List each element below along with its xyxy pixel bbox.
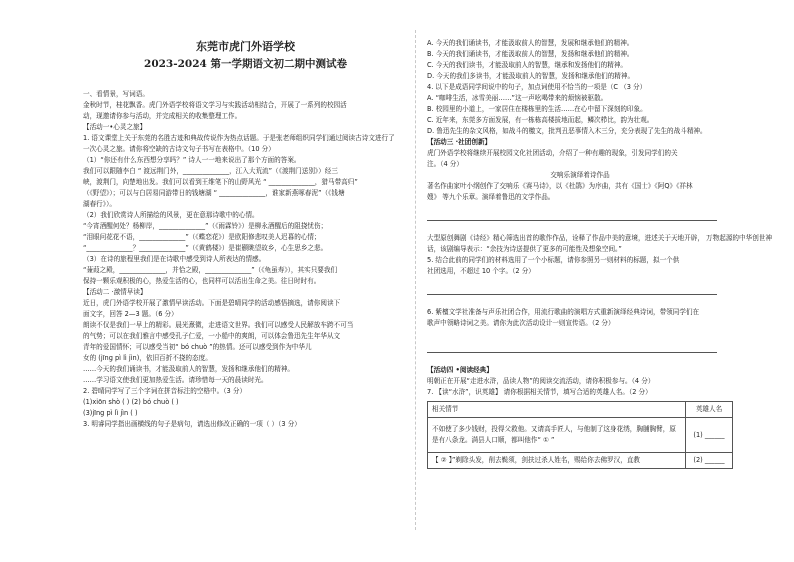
- left-body: [83, 89, 408, 430]
- option-line: B. 今天的我们诵读书，才能汲取前人的智慧，发扬和继承他们的精神。: [427, 50, 634, 58]
- column-divider: [415, 30, 416, 530]
- answer-line-1[interactable]: [427, 219, 717, 221]
- text-line: ……学习语文使我们更加热爱生活。请珍惜每一天的晨读时光。: [83, 376, 268, 384]
- text-line: 面文字，回答 2—3 题。（6 分）: [83, 310, 178, 318]
- text-line: 的气势；可以在我们雅言中感受孔子仁爱，一小船中的爽朗，可以体会鲁迅先生年华从文: [83, 332, 341, 340]
- text-line: 1. 语文课堂上关于东莞的名胜古迹和典故传说作为热点话题。于是张老师组织同学们通过阅读古诗文进行了: [83, 134, 395, 142]
- text-line: 2. 碧晴同学写了三个字词在拼音标注的空格中。（3 分）: [83, 387, 247, 395]
- text-line: “______________？______________”（《黄鹤楼》）是崔颢眺望故乡，心生思乡之悲。: [83, 244, 328, 252]
- text-line: （1）“你还有什么东西想分享吗？” 诗人一一地来说出了那个方面的答案。: [83, 156, 301, 164]
- text-line: 4. 以下是成语同学间说中的句子，加点词使用不恰当的一项是（C （3 分）: [427, 83, 647, 91]
- activity-3-heading: 【活动三 ·社团创新】: [427, 138, 492, 146]
- text-line: 我们可以跟随李白 “ 渡远荆门外，______________，江入大荒流”（《渡荆门送别》）经三: [83, 167, 338, 175]
- answer-field-2[interactable]: (2) ______: [686, 453, 733, 469]
- text-line: 青年的爱国情怀；可以感受当初“ bó chuò ”的热情。还可以感受到作为中华儿: [83, 343, 312, 351]
- text-line: 明朝正在开展“走进水浒，品读人物”的阅读交流活动，请你积极参与。（4 分）: [427, 377, 655, 385]
- text-line: 6. 紫檀文学社准备与声乐社团合作，用流行歌曲的演唱方式重新演绎经典诗词，带领同学们在: [427, 308, 700, 316]
- option-line: D. 今天的我们多读书，才能汲取前人的智慧，发扬和继承他们的精神。: [427, 72, 635, 80]
- text-line: (1)xiōn shò ( ) (2) bó chuò ( ): [83, 398, 179, 406]
- question-5: [427, 233, 772, 277]
- activity-4-heading: 【活动四 •阅读经典】: [427, 366, 493, 374]
- table-header-hero: 英雄人名: [686, 402, 733, 418]
- material-text: [427, 181, 733, 203]
- activity-4-body: [427, 376, 733, 398]
- table-row-1-plot: 不如使了多少钱财，投得父救他。又请高手匠人，与他制了这身花绣，胸脯胸臂，原是有八条龙。满县人口顺，都叫他作“ ① ”: [428, 418, 686, 453]
- hero-table: [427, 401, 733, 469]
- text-line: 嫂》 等九个乐章。演绎着鲁迅的文学作品。: [427, 193, 555, 201]
- text-line: 金秋时节，桂花飘香。虎门外语学校将语文学习与实践活动相结合，开展了一系列的校园活: [83, 101, 347, 109]
- text-line: 7. 【读“水浒”，识英雄】 请你根据相关情节，填写合适的英雄人名。（2 分）: [427, 388, 652, 396]
- text-line: 虎门外语学校将继续开展校园文化社团活动，介绍了一种有趣的现象，引发同学们的关: [427, 149, 678, 157]
- text-line: （2）我们欣赏诗人所描绘的风景，更在意那诗歌中的心情。: [83, 211, 259, 219]
- option-line: A. 今天的我们诵读书，才能汲取前人的智慧，发展和继承他们的精神。: [427, 39, 634, 47]
- text-line: B. 校园里的小道上，一家居住在楼栋里的生活……在心中留下深刻的印象。: [427, 105, 647, 113]
- text-line: ……今天的我们诵读书，才能汲取前人的智慧，发扬和继承他们的精神。: [83, 365, 294, 373]
- text-line: 女的 (jīng pì lì jìn)，依旧百折不挠的态度。: [83, 354, 212, 362]
- text-line: (3)jīng pì lì jìn ( ): [83, 409, 138, 417]
- text-line: 【活动二 ·激情早读】: [83, 288, 147, 296]
- text-line: 歌声中领略诗词之美。请你为此次活动设计一则宣传语。（2 分）: [427, 319, 615, 327]
- question-6: [427, 307, 733, 329]
- text-line: “泪眼问花花不语，______________”（《蝶恋花》）是欧阳修悲叹美人迟暮的心情；: [83, 233, 321, 241]
- text-line: A. “咖啡生活，冰雪美丽……”这一声吆喝带来的烦恼被驱散。: [427, 94, 608, 102]
- text-line: D. 鲁迅先生的杂文风格，如战斗的檄文，批判丑恶事情入木三分，充分表现了先生的战斗精神。: [427, 127, 707, 135]
- text-line: 一次心灵之旅。请你将空缺的古诗文句子书写在表格中。（10 分）: [83, 145, 275, 153]
- text-line: “今宵酒醒何处？杨柳岸，______________”（《雨霖铃》）是柳永酒醒后的阻挠忧伤；: [83, 222, 328, 230]
- text-line: 湖春行》）。: [83, 200, 116, 208]
- text-line: C. 近年来，东莞多方面发展，有一栋栋高楼拔地而起，鳞次栉比，韵为壮观。: [427, 116, 654, 124]
- text-line: “蒹葭之殿，______________，并恰之殿，______________”（《龟虽寿》），其实只要我们: [83, 266, 338, 274]
- left-column: [83, 0, 408, 430]
- text-line: 保持一颗乐观积极的心，热爱生活的心，也同样可以活出生命之美。往日时时有。: [83, 277, 321, 285]
- table-row-2-plot: 【 ② 】”剃除头发，削去鬓须，剑扶过杀人姓名，赐给你去佛罗汉，直教: [428, 453, 686, 469]
- text-line: 社团选用，不超过 10 个字。（2 分）: [427, 267, 535, 275]
- exam-title: 2023-2024 第一学期语文初二期中测试卷: [144, 58, 347, 70]
- text-line: 近日，虎门外语学校开展了激情早读活动。下面是碧晴同学的活动感悟摘选，请你阅读下: [83, 299, 341, 307]
- text-line: 【活动一•心灵之旅】: [83, 123, 147, 131]
- text-line: 注。（4 分）: [427, 160, 463, 168]
- text-line: （3）在诗的旅程里我们是在诗歌中感受到诗人所表达的情感。: [83, 255, 266, 263]
- answer-line-3[interactable]: [427, 351, 717, 353]
- text-line: 朗读不仅是我们一早上的精彩。晨光熹微，走进语文世界。我们可以感受人民解放车跨不可当: [83, 321, 354, 329]
- material-title: 交响乐演绎着诗作品: [550, 171, 610, 179]
- text-line: （《野望》）；可以与白居易同游带日的钱塘湖 “ ______________，谁家新燕啄春泥”（《钱塘: [83, 189, 345, 197]
- table-header-plot: 相关情节: [428, 402, 686, 418]
- question-3-options: [427, 38, 733, 82]
- answer-field-1[interactable]: (1) ______: [686, 418, 733, 453]
- text-line: 大型原创舞剧《诗经》精心筛选出首的歌作作品，诠释了作品中美的意境，进述关于天地开辟， 万物起源的中华创世神: [427, 234, 772, 242]
- school-title: 东莞市虎门外语学校: [196, 40, 295, 53]
- text-line: 3. 明睿同学指出画横线的句子是病句，请选出修改正确的一项（ ）（3 分）: [83, 420, 301, 428]
- text-line: 著名作曲家叶小纲创作了交响乐《赛马诗》，以《杜鹃》为序曲，共有《国士》《阿Q》《祥林: [427, 182, 693, 190]
- activity-3-body: [427, 148, 733, 170]
- answer-line-2[interactable]: [427, 293, 717, 295]
- text-line: 5. 结合此前的同学们的材料选用了一个小标题，请你参照另一则材料的标题，拟一个供: [427, 256, 680, 264]
- text-line: 一、看情景，写词语。: [83, 90, 149, 98]
- right-column: [427, 0, 772, 469]
- text-line: 话，该剧编导表示：“余技为诗送提供了更多的可能性及想象空间。”: [427, 245, 622, 253]
- text-line: 峡，渡荆门，向楚地出发。我们可以看到王维笔下的山野风光 “ ______________，猎马带高归”: [83, 178, 358, 186]
- question-4: [427, 82, 733, 137]
- option-line: C. 今天的我们读书，才能汲取前人的智慧，继承和发扬他们的精神。: [427, 61, 628, 69]
- text-line: 动，现邀请你参与活动，并完成相关的收集整理工作。: [83, 112, 242, 120]
